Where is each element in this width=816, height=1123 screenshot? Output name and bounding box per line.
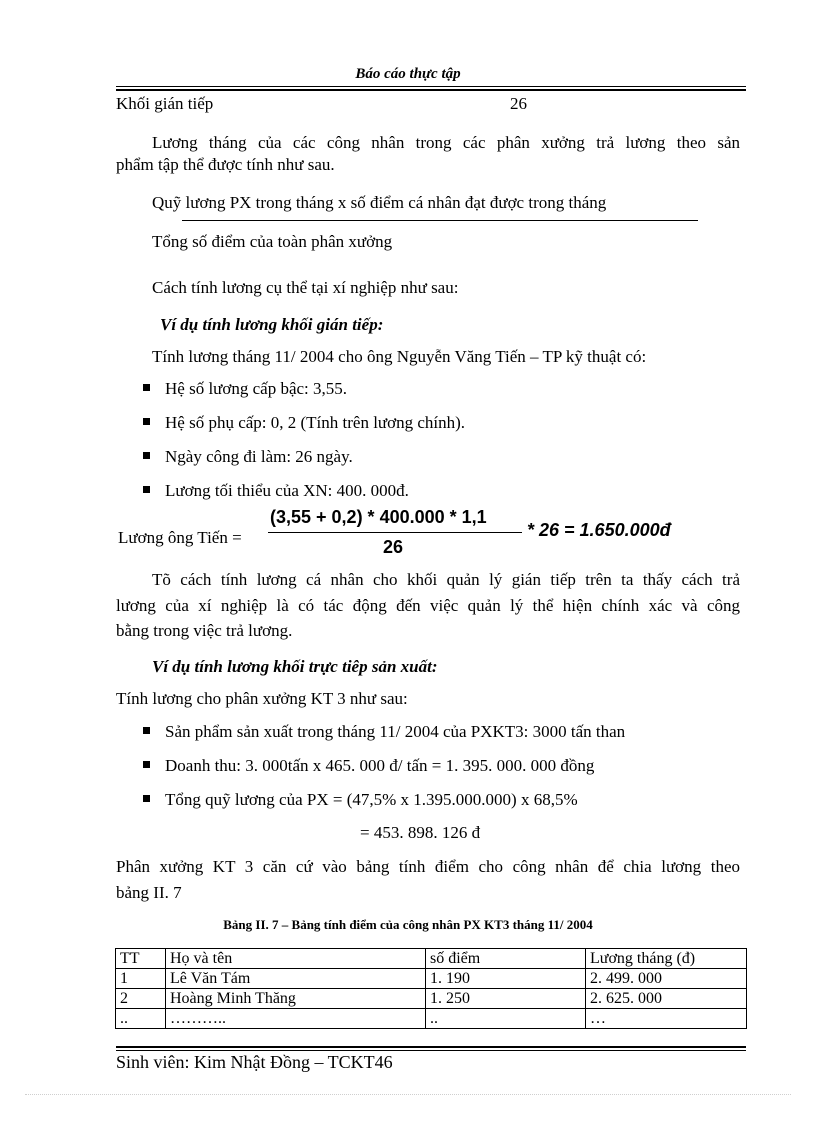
table-header-cell: TT	[116, 949, 166, 969]
carry-row-label: Khối gián tiếp	[116, 94, 214, 113]
table-header-cell: số điểm	[426, 949, 586, 969]
fraction-denominator: Tổng số điểm của toàn phân xưởng	[152, 232, 393, 251]
example2-heading: Ví dụ tính lương khối trực tiêp sản xuất:	[152, 657, 438, 676]
example1-bullet-4: Lương tối thiểu của XN: 400. 000đ.	[165, 481, 409, 500]
table-cell: 2. 625. 000	[586, 989, 747, 1009]
example2-intro: Tính lương cho phân xưởng KT 3 như sau:	[116, 689, 408, 708]
fraction-bar	[182, 220, 698, 221]
table-cell: ..	[426, 1009, 586, 1029]
method-line: Cách tính lương cụ thể tại xí nghiệp như sau:	[152, 278, 459, 297]
formula-result-value: * 26 = 1.650.000	[527, 520, 660, 540]
bullet-icon	[143, 795, 150, 802]
para3-line1: Phân xưởng KT 3 căn cứ vào bảng tính điểm cho công nhân để chia lương theo	[116, 857, 740, 876]
table-row	[116, 969, 747, 989]
points-table	[115, 948, 747, 1029]
header-rule-top	[116, 86, 746, 87]
table-cell: 1	[116, 969, 166, 989]
footer-rule-bottom	[116, 1050, 746, 1051]
para2-line2: lương của xí nghiệp là có tác động đến việc quản lý thể hiện chính xác và công	[116, 596, 740, 615]
para1-line2: phẩm tập thể được tính như sau.	[116, 155, 335, 174]
example2-result: = 453. 898. 126 đ	[360, 823, 481, 842]
table-cell: Hoàng Minh Thăng	[166, 989, 426, 1009]
bullet-icon	[143, 486, 150, 493]
table-header-row	[116, 949, 747, 969]
example1-bullet-3: Ngày công đi làm: 26 ngày.	[165, 447, 353, 466]
table-cell: 1. 250	[426, 989, 586, 1009]
table-cell: …	[586, 1009, 747, 1029]
table-caption: Bảng II. 7 – Bảng tính điểm của công nhân PX KT3 tháng 11/ 2004	[223, 917, 593, 932]
bullet-icon	[143, 452, 150, 459]
example1-heading: Ví dụ tính lương khối gián tiếp:	[160, 315, 384, 334]
formula-label: Lương ông Tiến =	[118, 528, 242, 547]
example1-bullet-2: Hệ số phụ cấp: 0, 2 (Tính trên lương chính).	[165, 413, 466, 432]
footer-rule-top	[116, 1046, 746, 1048]
header-rule-bottom	[116, 89, 746, 91]
table-cell: Lê Văn Tám	[166, 969, 426, 989]
formula-fraction-bar	[268, 532, 522, 533]
table-header-cell: Lương tháng (đ)	[586, 949, 747, 969]
fraction-numerator: Quỹ lương PX trong tháng x số điểm cá nhân đạt được trong tháng	[152, 193, 607, 212]
para3-line2: bảng II. 7	[116, 883, 182, 902]
formula-result-unit: đ	[659, 520, 671, 540]
para2-line1: Tõ cách tính lương cá nhân cho khối quản lý gián tiếp trên ta thấy cách trả	[152, 570, 740, 589]
bullet-icon	[143, 761, 150, 768]
example1-intro: Tính lương tháng 11/ 2004 cho ông Nguyễn Văng Tiến – TP kỹ thuật có:	[152, 347, 647, 366]
table-cell: 2	[116, 989, 166, 1009]
bullet-icon	[143, 384, 150, 391]
formula-numerator: (3,55 + 0,2) * 400.000 * 1,1	[270, 507, 487, 527]
report-header-title: Báo cáo thực tập	[355, 66, 461, 82]
formula-result	[527, 520, 671, 541]
formula-denominator: 26	[383, 537, 404, 557]
footer-student: Sinh viên: Kim Nhật Đồng – TCKT46	[116, 1052, 393, 1072]
table-cell: 2. 499. 000	[586, 969, 747, 989]
table-cell: ………..	[166, 1009, 426, 1029]
bullet-icon	[143, 727, 150, 734]
table-row	[116, 989, 747, 1009]
para2-line3: bằng trong việc trả lương.	[116, 621, 293, 640]
table-cell: 1. 190	[426, 969, 586, 989]
carry-row-value: 26	[510, 94, 527, 113]
table-cell: ..	[116, 1009, 166, 1029]
page-edge-dotted-line	[25, 1094, 791, 1095]
bullet-icon	[143, 418, 150, 425]
table-row	[116, 1009, 747, 1029]
example1-bullet-1: Hệ số lương cấp bậc: 3,55.	[165, 379, 348, 398]
example2-bullet-3: Tổng quỹ lương của PX = (47,5% x 1.395.000.000) x 68,5%	[165, 790, 578, 809]
example2-bullet-1: Sản phẩm sản xuất trong tháng 11/ 2004 của PXKT3: 3000 tấn than	[165, 722, 626, 741]
table-header-cell: Họ và tên	[166, 949, 426, 969]
para1-line1: Lương tháng của các công nhân trong các phân xưởng trả lương theo sản	[152, 133, 740, 152]
example2-bullet-2: Doanh thu: 3. 000tấn x 465. 000 đ/ tấn = 1. 395. 000. 000 đồng	[165, 756, 595, 775]
